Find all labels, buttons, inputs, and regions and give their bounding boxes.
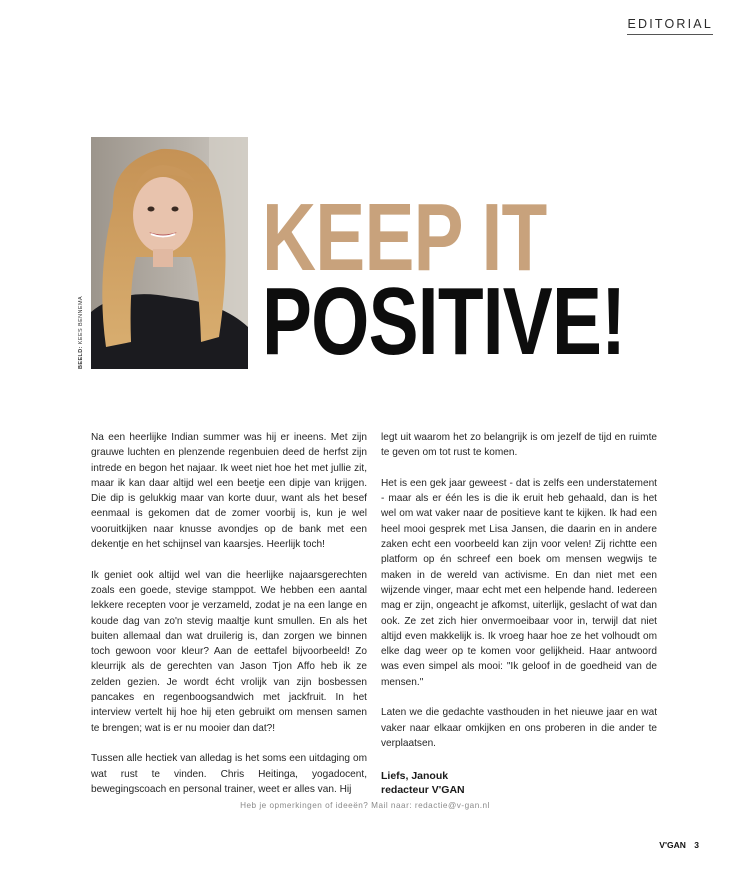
page-number: 3 <box>694 840 699 850</box>
headline-line-2: POSITIVE! <box>262 268 626 375</box>
body-column-right <box>381 430 657 797</box>
signature-role: redacteur V'GAN <box>381 784 465 797</box>
signature <box>381 769 657 797</box>
paragraph: legt uit waarom het zo belangrijk is om jezelf de tijd en ruimte te geven om tot rust te komen. <box>381 432 657 459</box>
paragraph: Laten we die gedachte vasthouden in het nieuwe jaar en wat vaker naar elkaar omkijken en ons proberen in die ander te verplaatsen. <box>381 707 657 749</box>
headline <box>262 184 728 375</box>
photo-credit <box>78 296 84 369</box>
body-column-left <box>91 430 367 812</box>
photo-credit-name: KEES BENNEMA <box>78 295 84 345</box>
paragraph: Tussen alle hectiek van alledag is het soms een uitdaging om wat rust te vinden. Chris Heitinga, yogadocent, bewegingscoach en personal trainer, weet er alles van. Hij <box>91 753 367 795</box>
portrait-illustration <box>91 137 248 369</box>
editor-portrait-photo <box>91 137 248 369</box>
paragraph: Het is een gek jaar geweest - dat is zelfs een understatement - maar als er één les is die ik eruit heb gehaald, dan is het wel om wat vaker naar de positieve kant te kijken. Ik had een heel mooi gesprek met Lisa Jansen, die daarin en in andere zaken echt een voorbeeld kan zijn voor velen! Zij richtte een platform op én schreef een boek om mensen wegwijs te maken in de wereld van activisme. En dan niet met een wijzende vinger, maar echt met een helpende hand. Iedereen mag er zijn, ongeacht je afkomst, uiterlijk, geslacht of wat dan ook. Ze zet zich hier onvermoeibaar voor in, terwijl dat niet altijd even makkelijk is. Ik vroeg haar hoe ze het volhoudt om elke dag weer op te komen voor gelijkheid. Haar antwoord was even simpel als mooi: "Ik geloof in de goedheid van de mensen." <box>381 477 657 688</box>
footer-contact-note: Heb je opmerkingen of ideeën? Mail naar: redactie@v-gan.nl <box>240 801 490 810</box>
headline-line-1: KEEP IT <box>262 184 547 291</box>
paragraph: Ik geniet ook altijd wel van die heerlijke najaarsgerechten zoals een goede, stevige stamppot. We hebben een aantal lekkere recepten voor je verzameld, zodat je na een lange en koude dag van zo'n stevig maaltje kunt smullen. En als het buiten allemaal dan wat druilerig is, dan zorgen we binnen toch gewoon voor kleur? Aan de eettafel bijvoorbeeld! Zo kleurrijk als de gerechten van Jason Tjon Affo heb ik ze zelden gezien. Je wordt écht vrolijk van zijn bosbessen pancakes en regenboogsandwich met jackfruit. In het interview vertelt hij hoe hij eten gebruikt om mensen samen te brengen; wat is er nu mooier dan dat?! <box>91 569 367 734</box>
section-label: EDITORIAL <box>627 17 713 35</box>
photo-credit-label: BEELD: <box>78 346 84 369</box>
footer-brand <box>659 840 699 850</box>
footer-brand-name: V'GAN <box>659 840 686 850</box>
paragraph: Na een heerlijke Indian summer was hij er ineens. Met zijn grauwe luchten en plenzende regenbuien deed de herfst zijn intrede en begon het najaar. Ik weet niet hoe het met jullie zit, maar ik kan daar altijd wel een beetje een dipje van krijgen. Die dip is gelukkig maar van korte duur, want als het besef eenmaal is gekomen dat de zomer voorbij is, kun je wel vooruitkijken naar knusse avondjes op de bank met een dekentje en het schijnsel van kaarsjes. Heerlijk toch! <box>91 432 367 551</box>
signature-greeting: Liefs, Janouk <box>381 770 449 783</box>
